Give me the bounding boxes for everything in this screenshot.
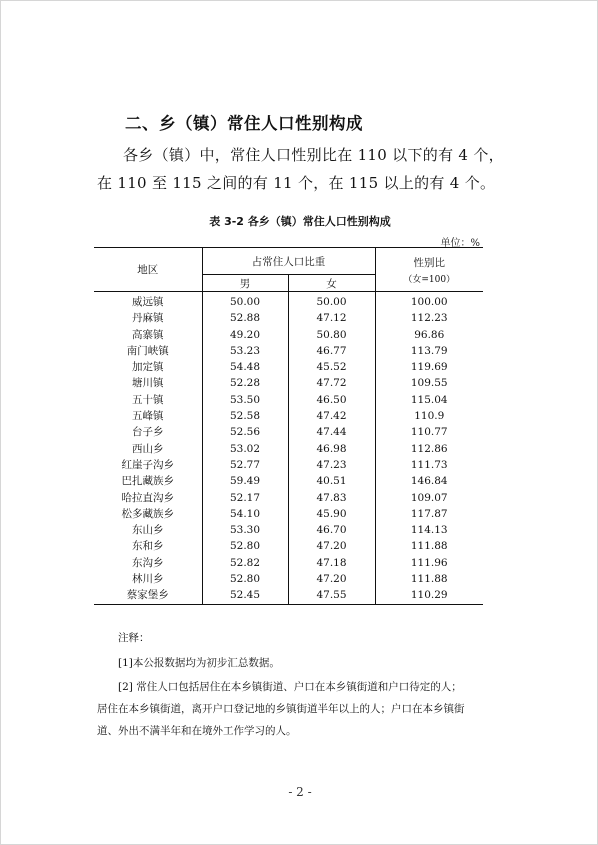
cell-male: 53.23 [202, 343, 288, 359]
cell-region: 高寨镇 [94, 327, 202, 343]
cell-female: 50.00 [288, 292, 375, 311]
cell-female: 46.77 [288, 343, 375, 359]
cell-region: 南门峡镇 [94, 343, 202, 359]
table-row [94, 359, 483, 375]
cell-region: 东山乡 [94, 522, 202, 538]
cell-region: 松多藏族乡 [94, 506, 202, 522]
table-row [94, 555, 483, 571]
paragraph-line-1: 各乡（镇）中，常住人口性别比在 110 以下的有 4 个， [123, 146, 504, 164]
cell-male: 52.45 [202, 587, 288, 604]
notes-title: 注释： [118, 632, 150, 644]
cell-female: 45.90 [288, 506, 375, 522]
cell-female: 50.80 [288, 327, 375, 343]
cell-ratio: 114.13 [410, 524, 448, 537]
cell-male: 59.49 [202, 473, 288, 489]
cell-region: 五峰镇 [94, 408, 202, 424]
table-row [94, 506, 483, 522]
header-ratio [375, 248, 483, 292]
cell-male: 52.56 [202, 424, 288, 440]
cell-ratio: 115.04 [410, 393, 448, 406]
cell-male: 52.77 [202, 457, 288, 473]
cell-region: 塘川镇 [94, 375, 202, 391]
cell-region: 西山乡 [94, 441, 202, 457]
cell-region: 巴扎藏族乡 [94, 473, 202, 489]
cell-ratio: 117.87 [410, 507, 448, 520]
header-region: 地区 [94, 248, 202, 292]
cell-region: 加定镇 [94, 359, 202, 375]
cell-region: 东沟乡 [94, 555, 202, 571]
cell-female: 46.70 [288, 522, 375, 538]
cell-male: 53.50 [202, 392, 288, 408]
section-heading: 二、乡（镇）常住人口性别构成 [125, 114, 363, 133]
cell-female: 46.50 [288, 392, 375, 408]
cell-male: 53.30 [202, 522, 288, 538]
cell-ratio: 111.73 [410, 458, 448, 471]
cell-region: 台子乡 [94, 424, 202, 440]
table-row [94, 457, 483, 473]
table-row [94, 473, 483, 489]
paragraph-line-2: 在 110 至 115 之间的有 11 个，在 115 以上的有 4 个。 [97, 174, 496, 192]
cell-female: 47.44 [288, 424, 375, 440]
cell-ratio: 112.86 [410, 442, 448, 455]
cell-male: 49.20 [202, 327, 288, 343]
cell-region: 东和乡 [94, 538, 202, 554]
table-row [94, 375, 483, 391]
cell-region: 蔡家堡乡 [94, 587, 202, 604]
note-1: [1]本公报数据均为初步汇总数据。 [118, 657, 280, 669]
table-row [94, 587, 483, 604]
cell-ratio: 100.00 [410, 296, 448, 308]
cell-female: 47.20 [288, 538, 375, 554]
table-row [94, 343, 483, 359]
cell-male: 52.88 [202, 310, 288, 326]
header-ratio-sub: （女=100） [403, 274, 456, 285]
cell-female: 45.52 [288, 359, 375, 375]
table-body [94, 292, 483, 605]
cell-female: 47.72 [288, 375, 375, 391]
header-male: 男 [202, 275, 288, 292]
cell-ratio: 110.77 [410, 426, 448, 439]
cell-ratio: 109.07 [410, 491, 448, 504]
note-2-line-2: 居住在本乡镇街道，离开户口登记地的乡镇街道半年以上的人；户口在本乡镇街 [97, 703, 465, 715]
cell-region: 五十镇 [94, 392, 202, 408]
header-share: 占常住人口比重 [202, 248, 375, 275]
cell-region: 哈拉直沟乡 [94, 490, 202, 506]
cell-region: 丹麻镇 [94, 310, 202, 326]
table-row [94, 327, 483, 343]
cell-female: 47.18 [288, 555, 375, 571]
note-2-line-1: [2] 常住人口包括居住在本乡镇街道、户口在本乡镇街道和户口待定的人； [118, 681, 462, 693]
cell-ratio: 113.79 [410, 344, 448, 357]
cell-ratio: 146.84 [410, 475, 448, 488]
header-female: 女 [288, 275, 375, 292]
cell-female: 47.20 [288, 571, 375, 587]
note-2-line-3: 道、外出不满半年和在境外工作学习的人。 [97, 725, 297, 737]
table-row [94, 292, 483, 311]
cell-female: 47.55 [288, 587, 375, 604]
table-row [94, 441, 483, 457]
cell-male: 53.02 [202, 441, 288, 457]
cell-ratio: 111.88 [410, 540, 448, 553]
table-row [94, 424, 483, 440]
cell-female: 47.12 [288, 310, 375, 326]
table-row [94, 490, 483, 506]
cell-ratio: 110.9 [414, 410, 445, 423]
cell-region: 红崖子沟乡 [94, 457, 202, 473]
cell-female: 40.51 [288, 473, 375, 489]
cell-ratio: 96.86 [414, 328, 445, 341]
table-row [94, 571, 483, 587]
cell-male: 52.80 [202, 571, 288, 587]
table-row [94, 310, 483, 326]
table-row [94, 538, 483, 554]
cell-ratio: 109.55 [410, 377, 448, 390]
cell-ratio: 119.69 [410, 361, 448, 374]
table-row [94, 522, 483, 538]
cell-male: 52.58 [202, 408, 288, 424]
table-unit: 单位：% [440, 238, 480, 249]
cell-female: 47.42 [288, 408, 375, 424]
cell-male: 52.82 [202, 555, 288, 571]
population-sex-table [94, 247, 483, 605]
table-row [94, 392, 483, 408]
cell-male: 52.28 [202, 375, 288, 391]
cell-region: 林川乡 [94, 571, 202, 587]
cell-ratio: 112.23 [410, 312, 448, 325]
cell-male: 54.48 [202, 359, 288, 375]
cell-ratio: 110.29 [375, 587, 483, 604]
header-ratio-label: 性别比 [413, 256, 445, 269]
cell-female: 46.98 [288, 441, 375, 457]
cell-male: 54.10 [202, 506, 288, 522]
cell-region: 威远镇 [94, 292, 202, 311]
table-row [94, 408, 483, 424]
page-number: - 2 - [288, 785, 312, 799]
cell-ratio: 111.96 [410, 556, 448, 569]
cell-male: 52.17 [202, 490, 288, 506]
cell-male: 52.80 [202, 538, 288, 554]
table-title: 表 3-2 各乡（镇）常住人口性别构成 [209, 215, 391, 228]
cell-female: 47.23 [288, 457, 375, 473]
cell-ratio: 111.88 [410, 573, 448, 586]
cell-female: 47.83 [288, 490, 375, 506]
cell-male: 50.00 [202, 292, 288, 311]
